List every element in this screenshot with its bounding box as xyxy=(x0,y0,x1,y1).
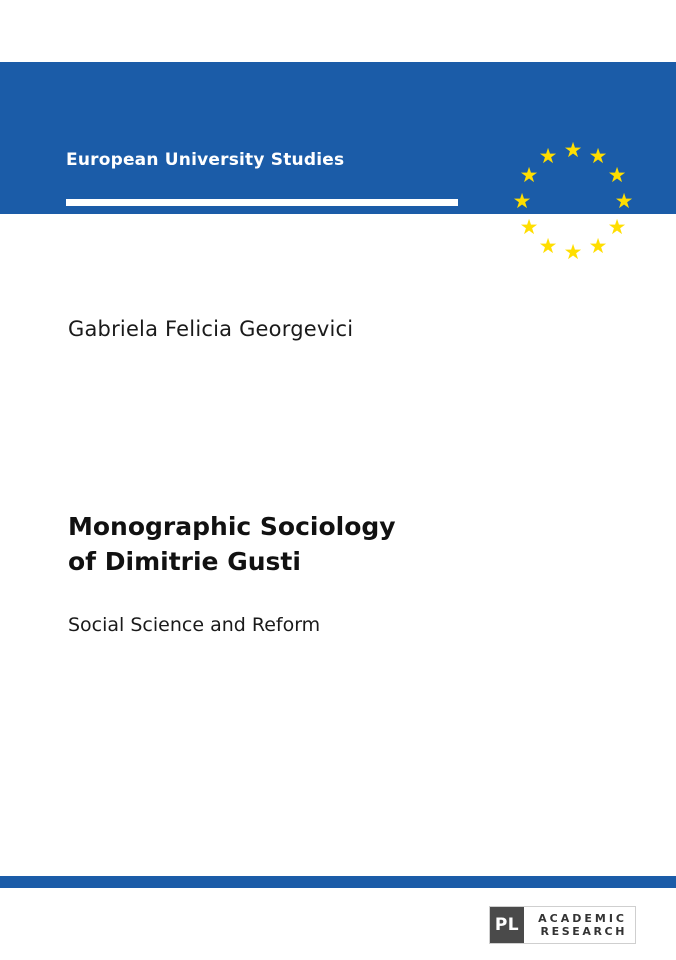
footer-band xyxy=(0,876,676,888)
series-divider xyxy=(66,199,458,206)
star-icon: ★ xyxy=(519,215,539,239)
star-icon: ★ xyxy=(607,215,627,239)
star-icon: ★ xyxy=(538,144,558,168)
star-icon: ★ xyxy=(614,189,634,213)
publisher-mark: PL xyxy=(490,907,524,943)
series-subject: Sociology xyxy=(66,231,159,251)
publisher-wordmark-line-1: ACADEMIC xyxy=(538,912,627,925)
publisher-wordmark-line-2: RESEARCH xyxy=(540,925,627,938)
star-icon: ★ xyxy=(563,240,583,264)
star-icon: ★ xyxy=(519,163,539,187)
star-icon: ★ xyxy=(588,144,608,168)
book-subtitle: Social Science and Reform xyxy=(68,614,321,636)
publisher-wordmark xyxy=(524,907,635,943)
star-icon: ★ xyxy=(607,163,627,187)
book-title xyxy=(68,510,568,579)
book-title-line-1: Monographic Sociology xyxy=(68,512,396,541)
eu-stars-emblem xyxy=(512,140,634,262)
author-name: Gabriela Felicia Georgevici xyxy=(68,317,354,341)
star-icon: ★ xyxy=(538,234,558,258)
series-banner xyxy=(0,62,676,264)
book-title-line-2: of Dimitrie Gusti xyxy=(68,546,301,576)
series-title: European University Studies xyxy=(66,150,345,170)
publisher-logo xyxy=(489,906,636,944)
star-icon: ★ xyxy=(512,189,532,213)
star-icon: ★ xyxy=(588,234,608,258)
star-icon: ★ xyxy=(563,138,583,162)
